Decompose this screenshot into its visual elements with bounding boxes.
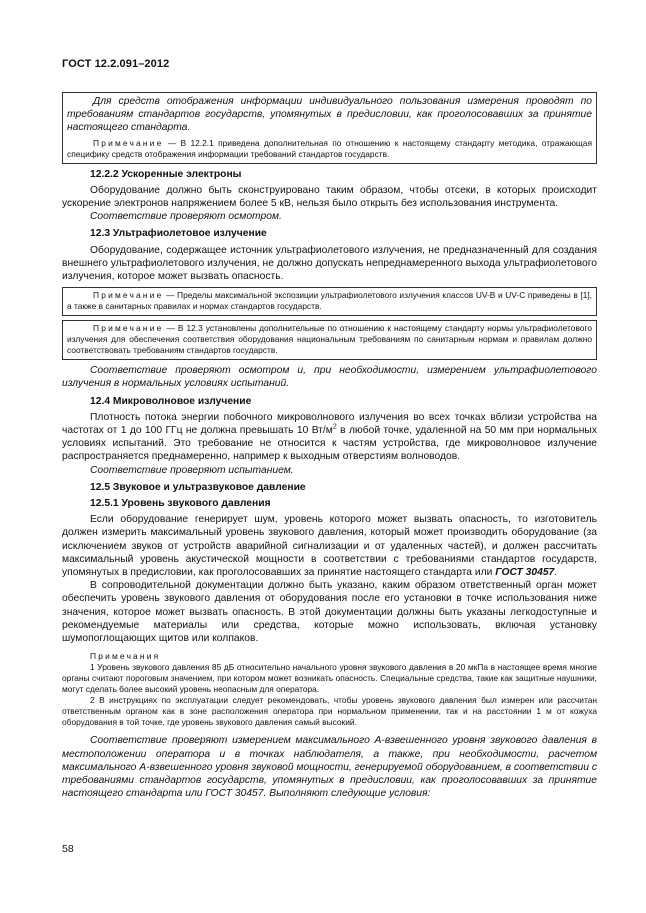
compliance-check: Соответствие проверяют испытанием.	[90, 464, 294, 476]
note-label: Примечание	[93, 137, 164, 148]
box-paragraph: Для средств отображения информации индивидуального пользования измерения проводят по требованиям стандартов государств, упомянутых в предисловии, как проголосовавших за принятие настоящего стандарта.	[67, 96, 592, 134]
compliance-check: Соответствие проверяют осмотром и, при необходимости, измерением ультрафиолетового излучения в нормальных условиях испытаний.	[62, 365, 597, 390]
note-text: — В 12.3 установлены дополнительные по отношению к настоящему стандарту нормы ультрафиолетового излучения для обеспечения соответствия оборудования национальным требованиям по санитарным нормам и правилам должно соответствовать требованиям стандартов государств.	[67, 323, 592, 356]
text-part: Если оборудование генерирует шум, уровень которого может вызвать опасность, то изготовитель должен измерить максимальный уровень звукового давления, который может производить оборудование (за исключением звуков от устройств аварийной сигнализации и от удаленных частей), и должен рассчитать максимальный уровень акустической мощности в соответствии с требованиями стандартов государств, упомянутых в предисловии, как проголосовавших за принятие настоящего стандарта или	[62, 514, 597, 579]
page-content	[62, 91, 597, 800]
framed-block-display-measurement	[62, 92, 597, 164]
standard-reference: ГОСТ 30457	[495, 567, 555, 579]
note-text: — В 12.2.1 приведена дополнительная по отношению к настоящему стандарту методика, отражающая специфику средств отображения информации требований стандартов государств.	[67, 137, 592, 159]
note-item: 2 В инструкциях по эксплуатации следует рекомендовать, чтобы уровень звукового давления был измерен или рассчитан ответственным органом как в зоне расположения оператора при нормальном применении, так и на расстоянии 1 м от кожуха оборудования в той точке, где уровень звукового давления самый высокий.	[62, 695, 597, 728]
paragraph: В сопроводительной документации должно быть указано, каким образом ответственный орган может обеспечить уровень звукового давления от оборудования после его установки в точке использования ниже значения, которое может вызвать опасность. В этой документации должны быть указаны легкодоступные и рекомендуемые материалы или средства, которые можно использовать, включая установку шумопоглощающих щитов или колпаков.	[62, 580, 597, 645]
paragraph	[62, 513, 597, 579]
note	[67, 323, 592, 356]
compliance-check: Соответствие проверяют осмотром.	[90, 211, 282, 223]
superscript: 2	[332, 423, 337, 431]
note-label: Примечание	[93, 290, 164, 301]
document-header: ГОСТ 12.2.091–2012	[62, 58, 170, 70]
note-text: — Пределы максимальной экспозиции ультрафиолетового излучения классов UV-B и UV-C приведены в [1], а также в санитарных правилах и нормах стандартов государств.	[67, 290, 592, 312]
framed-note-uv-limits	[62, 287, 597, 316]
text-part: .	[554, 567, 558, 579]
section-heading-12-5: 12.5 Звуковое и ультразвуковое давление	[90, 481, 306, 493]
section-heading-12-4: 12.4 Микроволновое излучение	[90, 395, 252, 407]
note	[67, 290, 592, 312]
paragraph: Оборудование должно быть сконструировано таким образом, чтобы отсеки, в которых происходит ускорение электронов напряжением более 5 кВ, нельзя было открыть без использования инструмента.	[62, 184, 597, 210]
box-note	[67, 138, 592, 160]
note-label: Примечание	[93, 323, 164, 334]
note-item: 1 Уровень звукового давления 85 дБ относительно начального уровня звукового давления в 20 мкПа в настоящее время многие органы считают пороговым значением, при котором может возникать опасность. Специальные средства, такие как защитные наушники, могут сделать более высокий уровень неопасным для оператора.	[62, 662, 597, 695]
text-part: Плотность потока энергии побочного микроволнового излучения во всех точках вблизи устройства на частотах от 1 до 100 ГГц не должна превышать 10 Вт/м	[62, 411, 597, 437]
section-heading-12-5-1: 12.5.1 Уровень звукового давления	[90, 498, 271, 510]
text-part: в любой точке, удаленной на 50 мм при нормальных условиях испытаний. Это требование не относится к частям устройства, где микроволновое излучение распространяется преднамеренно, например к выходным отверстиям волноводов.	[62, 425, 597, 463]
compliance-check: Соответствие проверяют измерением максимального A-взвешенного уровня звукового давления в местоположении оператора и в точках наблюдателя, а также, при необходимости, расчетом максимального A-взвешенного уровня звуковой мощности, генерируемой оборудованием, в соответствии с требованиями стандартов государств, упомянутых в предисловии, как проголосовавших за принятие настоящего стандарта или ГОСТ 30457. Выполняют следующие условия:	[62, 735, 597, 800]
paragraph	[62, 411, 597, 464]
section-heading-12-2-2: 12.2.2 Ускоренные электроны	[90, 168, 242, 180]
framed-note-uv-additional	[62, 320, 597, 360]
notes-heading: Примечания	[90, 651, 161, 662]
section-heading-12-3: 12.3 Ультрафиолетовое излучение	[90, 228, 267, 240]
page-number: 58	[62, 843, 74, 855]
paragraph: Оборудование, содержащее источник ультрафиолетового излучения, не предназначенный для создания внешнего ультрафиолетового излучения, не должно допускать непреднамеренного выхода ультрафиолетового излучения, которое может вызвать опасность.	[62, 244, 597, 283]
